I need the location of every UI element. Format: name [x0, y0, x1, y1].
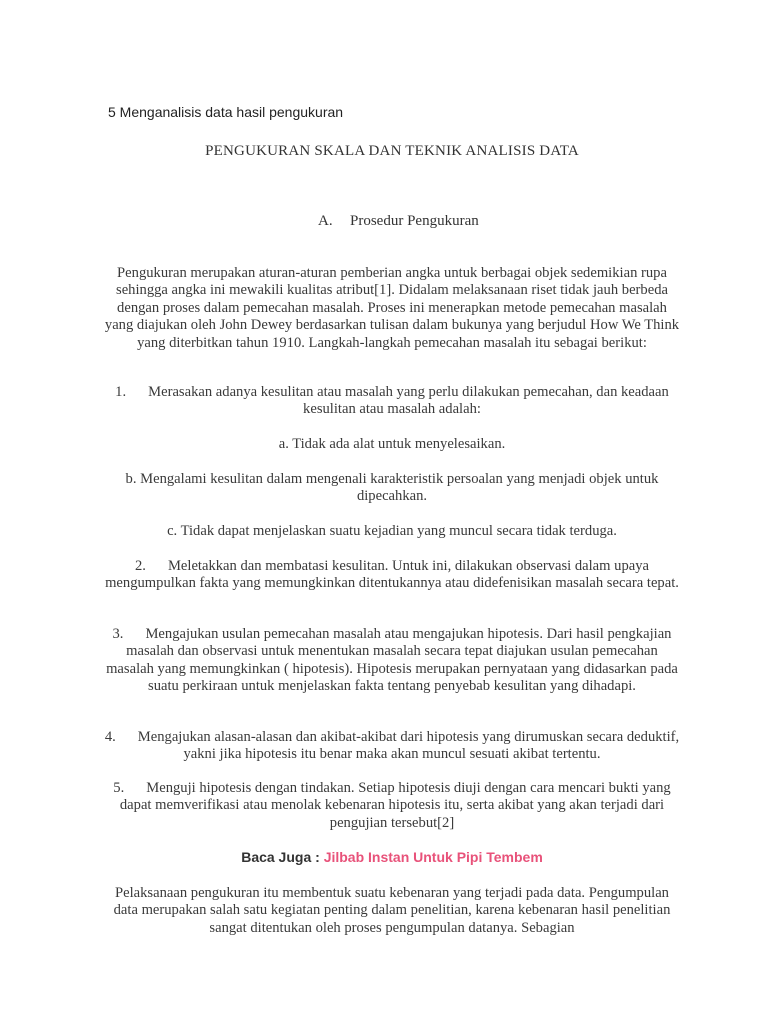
step-number: 3.: [112, 626, 124, 642]
step-item: [104, 780, 680, 832]
document-title: PENGUKURAN SKALA DAN TEKNIK ANALISIS DATA: [205, 143, 579, 159]
intro-paragraph: Pengukuran merupakan aturan-aturan pemberian angka untuk berbagai objek sedemikian rupa sehingga angka ini mewakili kualitas atribut[1]. Didalam melaksanaan riset tidak jauh berbeda dengan proses dalam pemecahan masalah. Proses ini menerapkan metode pemecahan masalah yang diajukan oleh John Dewey berdasarkan tulisan dalam bukunya yang berjudul How We Think yang diterbitkan tahun 1910. Langkah-langkah pemecahan masalah itu sebagai berikut:: [104, 265, 680, 351]
step-item: [104, 626, 680, 696]
closing-paragraph: Pelaksanaan pengukuran itu membentuk suatu kebenaran yang terjadi pada data. Pengumpulan data merupakan salah satu kegiatan penting dalam penelitian, karena kebenaran hasil penelitian sangat ditentukan oleh proses pengumpulan datanya. Sebagian: [113, 885, 671, 936]
step-text: Meletakkan dan membatasi kesulitan. Untuk ini, dilakukan observasi dalam upaya mengumpulkan fakta yang memungkinkan ditentukannya atau didefenisikan masalah secara tepat.: [105, 558, 679, 592]
section-heading: [318, 213, 479, 230]
baca-juga-label: Baca Juga :: [241, 849, 320, 865]
document-header: 5 Menganalisis data hasil pengukuran: [108, 104, 344, 120]
step-number: 1.: [115, 384, 127, 400]
section-letter: A.: [318, 213, 333, 229]
step-item: [104, 729, 680, 764]
sub-item-a: a. Tidak ada alat untuk menyelesaikan.: [278, 436, 506, 452]
baca-juga-link[interactable]: Jilbab Instan Untuk Pipi Tembem: [323, 849, 543, 865]
step-item: [104, 384, 680, 419]
sub-item-b: b. Mengalami kesulitan dalam mengenali karakteristik persoalan yang menjadi objek untuk dipecahkan.: [125, 471, 659, 505]
step-number: 5.: [113, 780, 125, 796]
step-text: Merasakan adanya kesulitan atau masalah yang perlu dilakukan pemecahan, dan keadaan kesulitan atau masalah adalah:: [148, 384, 669, 418]
step-text: Menguji hipotesis dengan tindakan. Setiap hipotesis diuji dengan cara mencari bukti yang dapat memverifikasi atau menolak kebenaran hipotesis itu, serta akibat yang akan terjadi dari pengujian tersebut[2]: [119, 780, 671, 831]
step-number: 4.: [104, 729, 116, 745]
step-item: [104, 558, 680, 593]
step-text: Mengajukan usulan pemecahan masalah atau mengajukan hipotesis. Dari hasil pengkajian masalah dan observasi untuk menentukan masalah secara tepat diajukan usulan pemecahan masalah yang memungkinkan ( hipotesis). Hipotesis merupakan pernyataan yang didasarkan pada suatu perkiraan untuk menjelaskan fakta tentang penyebab kesulitan yang dihadapi.: [106, 626, 678, 695]
step-number: 2.: [134, 558, 146, 574]
step-text: Mengajukan alasan-alasan dan akibat-akibat dari hipotesis yang dirumuskan secara deduktif, yakni jika hipotesis itu benar maka akan muncul sesuati akibat tertentu.: [137, 729, 680, 763]
section-title: Prosedur Pengukuran: [350, 213, 479, 229]
baca-juga: [0, 849, 768, 865]
sub-item-c: c. Tidak dapat menjelaskan suatu kejadian yang muncul secara tidak terduga.: [167, 523, 617, 539]
